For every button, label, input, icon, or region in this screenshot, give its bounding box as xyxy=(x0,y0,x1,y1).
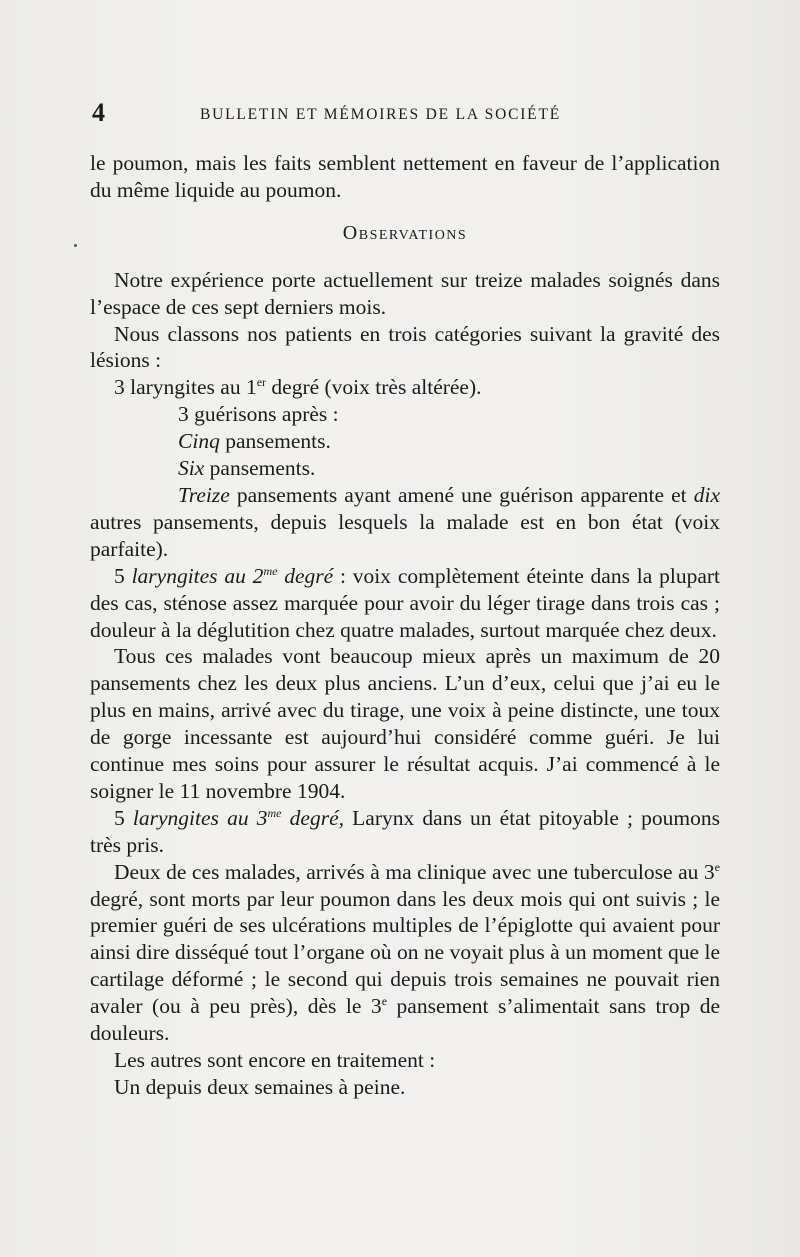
paragraph-experience: Notre expérience porte actuellement sur treize malades soignés dans l’espace de ces sept derniers mois. xyxy=(90,267,720,319)
category-1-text: 3 laryngites au 1 xyxy=(114,375,257,400)
line-text: pansements. xyxy=(219,429,331,454)
category-3-sup: me xyxy=(267,805,282,820)
ink-speck xyxy=(74,244,77,247)
outcome-sup-2: e xyxy=(381,994,388,1009)
category-1-sup: er xyxy=(256,375,267,390)
count-word: Treize xyxy=(178,482,230,507)
paragraph-ongoing: Les autres sont encore en traitement : xyxy=(114,1048,436,1072)
category-3-text: Larynx dans un état pitoyable ; poumons très pris. xyxy=(90,805,721,857)
category-2-label-end: degré xyxy=(277,563,334,588)
category-1-line-4 xyxy=(90,482,720,563)
count-word: Cinq xyxy=(178,429,220,454)
outcome-text-a: Deux de ces malades, arrivés à ma clinique avec une tuberculose au 3 xyxy=(114,859,715,884)
count-word-2: dix xyxy=(693,482,720,507)
paragraph-last: Un depuis deux semaines à peine. xyxy=(114,1074,406,1099)
outcome-sup: e xyxy=(714,859,720,874)
category-2-count: 5 xyxy=(114,563,132,588)
category-2-sup: me xyxy=(263,563,278,578)
body-text xyxy=(90,150,720,1101)
line-text: pansements ayant amené une guérison apparente et xyxy=(229,482,694,507)
category-1-text-end: degré (voix très altérée). xyxy=(266,375,482,400)
line-text: pansements. xyxy=(204,456,316,481)
count-word: Six xyxy=(178,456,205,481)
category-1-line-2 xyxy=(90,428,720,455)
running-title: BULLETIN ET MÉMOIRES DE LA SOCIÉTÉ xyxy=(200,106,561,123)
category-3-label-end: degré, xyxy=(281,805,344,830)
paragraph-outcomes xyxy=(90,859,720,1047)
section-heading: Observations xyxy=(342,221,468,244)
category-3-count: 5 xyxy=(114,805,133,830)
page-header xyxy=(92,98,722,128)
category-3-label: laryngites au 3 xyxy=(132,805,268,830)
category-2-label: laryngites au 2 xyxy=(131,563,264,588)
category-3 xyxy=(90,805,720,859)
paragraph-results: Tous ces malades vont beaucoup mieux après un maximum de 20 pansements chez les deux plus anciens. L’un d’eux, celui que j’ai eu le plus en mains, arrivé avec du tirage, une voix à peine distincte, une toux de gorge incessante est aujourd’hui considéré comme guéri. Je lui continue mes soins pour assurer le résultat acquis. J’ai commencé à le soigner le 11 novembre 1904. xyxy=(90,644,720,803)
category-1 xyxy=(90,374,720,401)
outcome-text-c: pansement s’alimentait sans trop de douleurs. xyxy=(90,994,721,1046)
paragraph-continuation: le poumon, mais les faits semblent nettement en faveur de l’application du même liquide au poumon. xyxy=(90,151,720,202)
outcome-text-b: degré, sont morts par leur poumon dans les deux mois qui ont suivis ; le premier guéri de ses ulcérations multiples de l’épiglotte qui avaient pour ainsi dire disséqué tout l’organe où on ne voyait plus à un moment que le cartilage déformé ; le second qui depuis trois semaines ne pouvait rien avaler (ou à peu près), dès le 3 xyxy=(90,886,720,1019)
category-2-text: : voix complètement éteinte dans la plupart des cas, sténose assez marquée pour avoir du léger tirage dans trois cas ; douleur à la déglutition chez quatre malades, surtout marquée chez deux. xyxy=(90,563,720,642)
page-number: 4 xyxy=(92,98,105,127)
line-text-end: autres pansements, depuis lesquels la malade est en bon état (voix parfaite). xyxy=(90,509,720,561)
category-1-line-3 xyxy=(90,455,720,482)
category-2 xyxy=(90,563,720,644)
paragraph-classification: Nous classons nos patients en trois catégories suivant la gravité des lésions : xyxy=(90,321,720,373)
category-1-line-1: 3 guérisons après : xyxy=(178,402,339,427)
